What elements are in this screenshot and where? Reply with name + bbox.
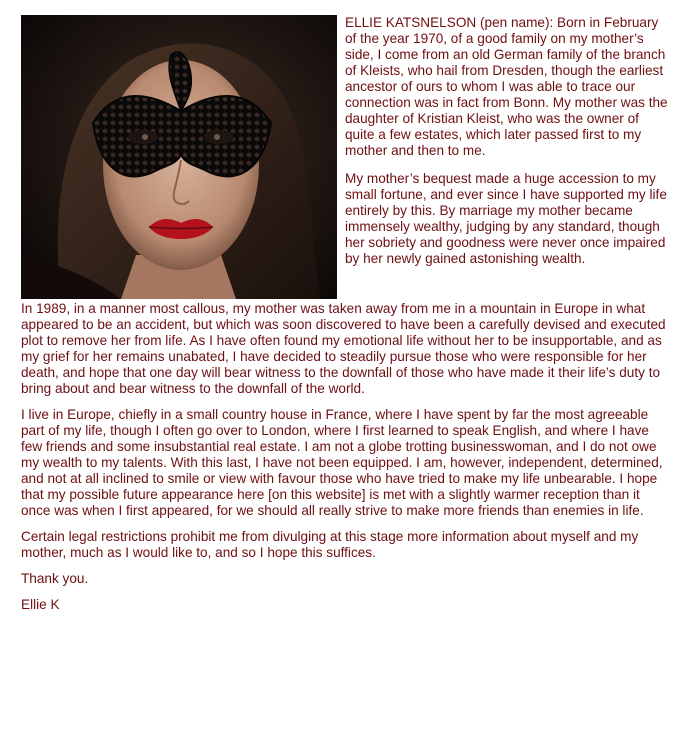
portrait-photo [21,15,337,299]
bio-paragraph: ELLIE KATSNELSON (pen name): Born in February of the year 1970, of a good family on my mother’s side, I come from an old German family of the branch of Kleists, who hail from Dresden, though the earliest ancestor of ours to whom I was able to trace our connection was in fact from Bonn. My mother was the daughter of Kristian Kleist, who was the owner of quite a few estates, which later passed first to my mother and then to me. [345,15,668,158]
closing-thanks: Thank you. [21,571,89,586]
bio-paragraph: Certain legal restrictions prohibit me from divulging at this stage more information about myself and my mother, much as I would like to, and so I hope this suffices. [21,529,639,560]
bio-paragraph: In 1989, in a manner most callous, my mother was taken away from me in a mountain in Europe in what appeared to be an accident, but which was soon discovered to have been a carefully devised and executed plot to remove her from life. As I have often found my emotional life without her to be insupportable, and as my grief for her remains unabated, I have decided to steadily pursue those who were responsible for her death, and hope that one day will bear witness to the downfall of those who have made it their life’s duty to bring about and bear witness to the downfall of the world. [21,301,666,396]
signature: Ellie K [21,597,60,612]
bio-paragraph: My mother’s bequest made a huge accession to my small fortune, and ever since I have supported my life entirely by this. By marriage my mother became immensely wealthy, judging by any standard, though her sobriety and goodness were never once impaired by her newly gained astonishing wealth. [345,171,667,266]
bio-paragraph: I live in Europe, chiefly in a small country house in France, where I have spent by far the most agreeable part of my life, though I often go over to London, where I first learned to speak English, and where I have few friends and some insubstantial real estate. I am not a globe trotting businesswoman, and I do not owe my wealth to my talents. With this last, I have not been equipped. I am, however, independent, determined, and not at all inclined to smile or view with favour those who have tried to make my life unbearable. I hope that my possible future appearance here [on this website] is met with a slightly warmer reception than it once was when I first appeared, for we should all really strive to make more friends than enemies in life. [21,407,663,518]
